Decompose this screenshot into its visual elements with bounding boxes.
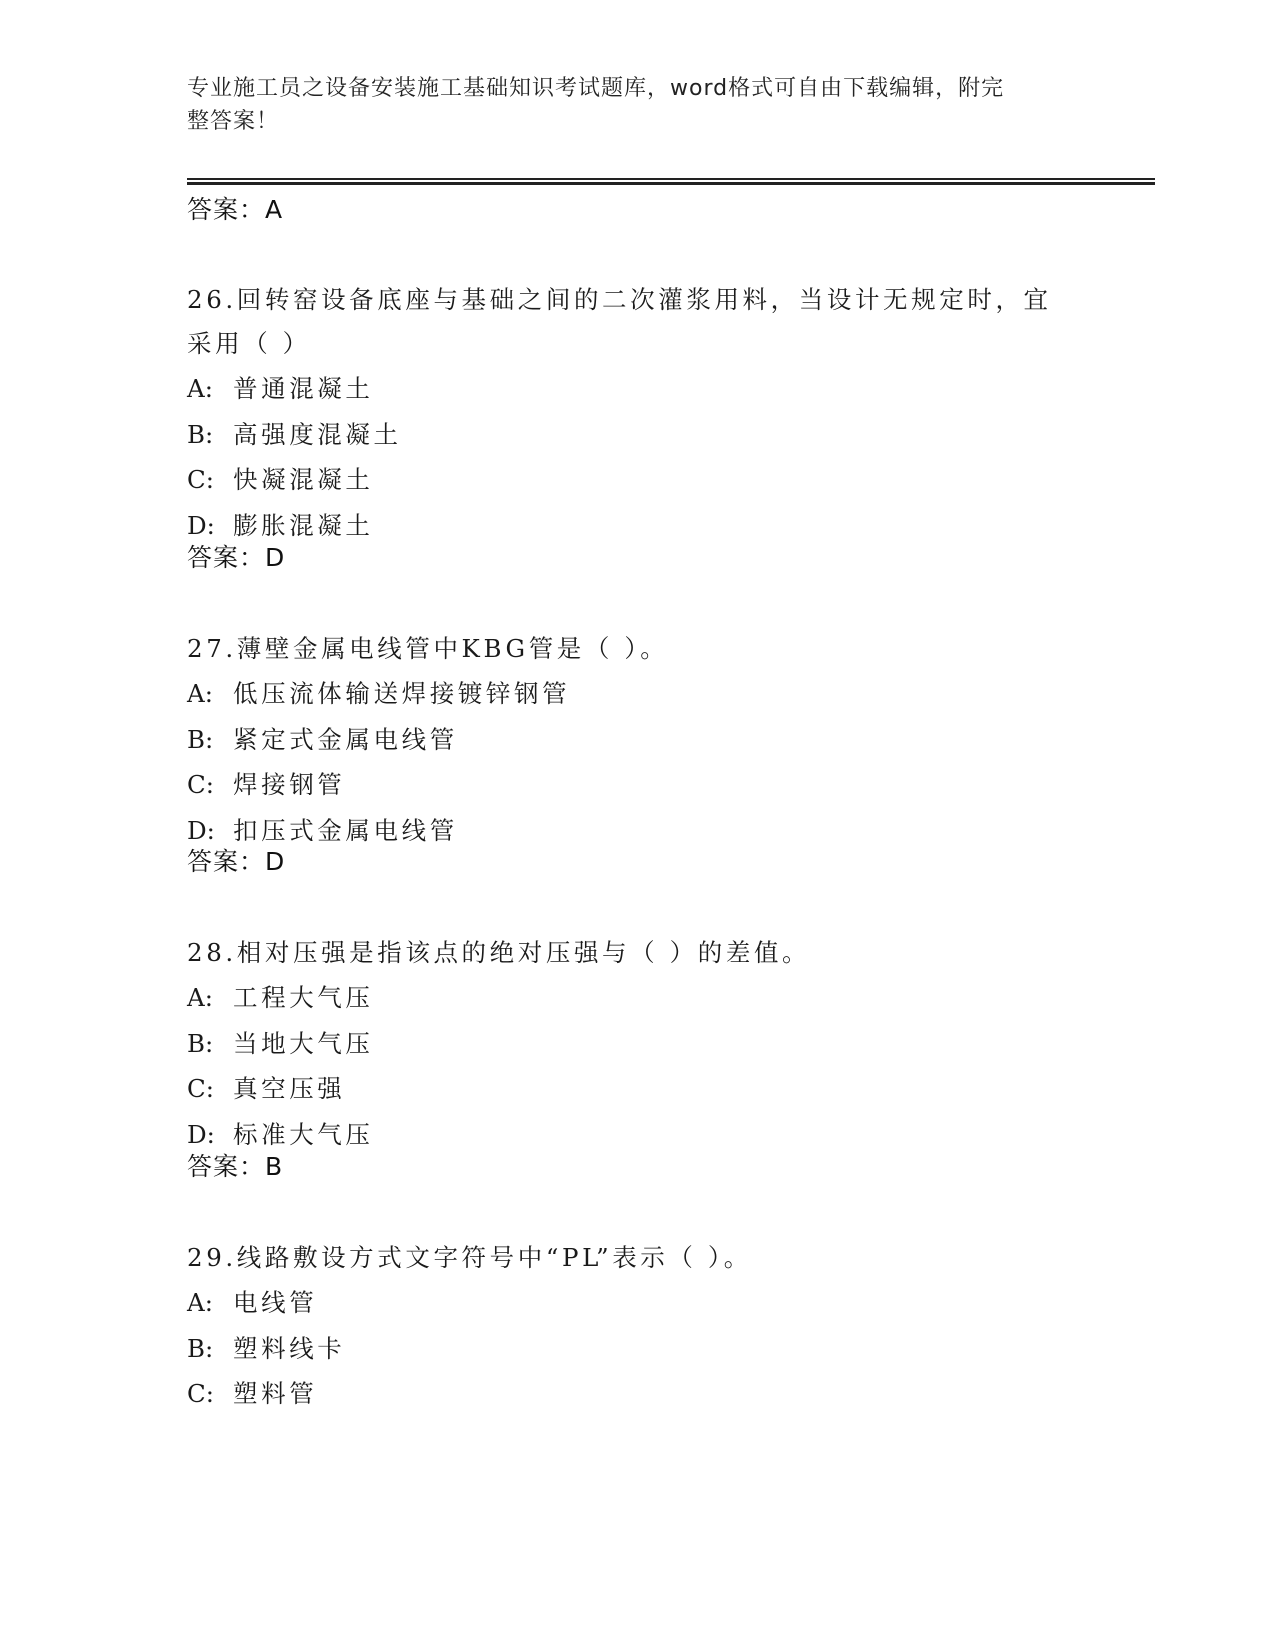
option-label: C:	[187, 465, 215, 494]
option-label: B:	[187, 724, 214, 754]
option-label: D:	[187, 1119, 215, 1149]
option-text: 膨胀混凝土	[233, 510, 374, 540]
option-b	[187, 1326, 1087, 1372]
option-d	[187, 808, 1087, 854]
question-text-line-1: 29.线路敷设方式文字符号中“PL”表示（ ）。	[187, 1243, 752, 1272]
option-label: D:	[187, 510, 215, 540]
answer-26: 答案：D	[187, 543, 286, 572]
option-text: 高强度混凝土	[233, 419, 402, 449]
question-text-line-1: 28.相对压强是指该点的绝对压强与（ ）的差值。	[187, 938, 811, 967]
previous-answer: 答案：A	[187, 195, 284, 224]
option-text: 标准大气压	[233, 1119, 374, 1149]
header-line-2: 整答案！	[187, 109, 280, 134]
option-text: 焊接钢管	[233, 770, 346, 799]
option-text: 快凝混凝土	[233, 465, 374, 494]
option-a	[187, 671, 1087, 717]
answer-27: 答案：D	[187, 847, 286, 876]
document-header	[187, 72, 1087, 138]
option-label: C:	[187, 770, 215, 799]
option-b	[187, 1021, 1087, 1067]
option-label: A:	[187, 679, 213, 708]
option-text: 扣压式金属电线管	[233, 815, 458, 845]
question-29	[187, 1236, 1087, 1417]
header-rule-thick	[187, 182, 1155, 185]
option-label: A:	[187, 983, 213, 1012]
option-a	[187, 975, 1087, 1021]
question-text-line-1: 26.回转窑设备底座与基础之间的二次灌浆用料，当设计无规定时，宜	[187, 285, 1052, 314]
question-text-line-2: 采用（ ）	[187, 329, 311, 358]
option-c	[187, 1066, 1087, 1112]
option-label: B:	[187, 419, 214, 449]
option-c	[187, 1371, 1087, 1417]
option-b	[187, 717, 1087, 763]
option-text: 普通混凝土	[233, 374, 374, 403]
option-text: 低压流体输送焊接镀锌钢管	[233, 679, 571, 708]
option-text: 工程大气压	[233, 983, 374, 1012]
option-text: 塑料线卡	[233, 1333, 346, 1363]
option-label: C:	[187, 1379, 215, 1408]
question-26	[187, 278, 1087, 548]
option-a	[187, 366, 1087, 412]
answer-28: 答案：B	[187, 1152, 284, 1181]
option-label: A:	[187, 1288, 213, 1317]
question-text-line-1: 27.薄壁金属电线管中KBG管是（ ）。	[187, 634, 669, 663]
option-label: B:	[187, 1028, 214, 1058]
option-c	[187, 762, 1087, 808]
option-label: B:	[187, 1333, 214, 1363]
option-text: 紧定式金属电线管	[233, 724, 458, 754]
option-c	[187, 457, 1087, 503]
option-text: 当地大气压	[233, 1028, 374, 1058]
option-b	[187, 412, 1087, 458]
question-27	[187, 627, 1087, 853]
option-text: 电线管	[233, 1288, 318, 1317]
header-rule-thin	[187, 178, 1155, 180]
question-28	[187, 931, 1087, 1157]
option-d	[187, 503, 1087, 549]
option-a	[187, 1280, 1087, 1326]
header-line-1: 专业施工员之设备安装施工基础知识考试题库，word格式可自由下载编辑，附完	[187, 76, 1005, 101]
option-label: A:	[187, 374, 213, 403]
option-text: 塑料管	[233, 1379, 318, 1408]
option-label: D:	[187, 815, 215, 845]
option-text: 真空压强	[233, 1074, 346, 1103]
option-label: C:	[187, 1074, 215, 1103]
option-d	[187, 1112, 1087, 1158]
